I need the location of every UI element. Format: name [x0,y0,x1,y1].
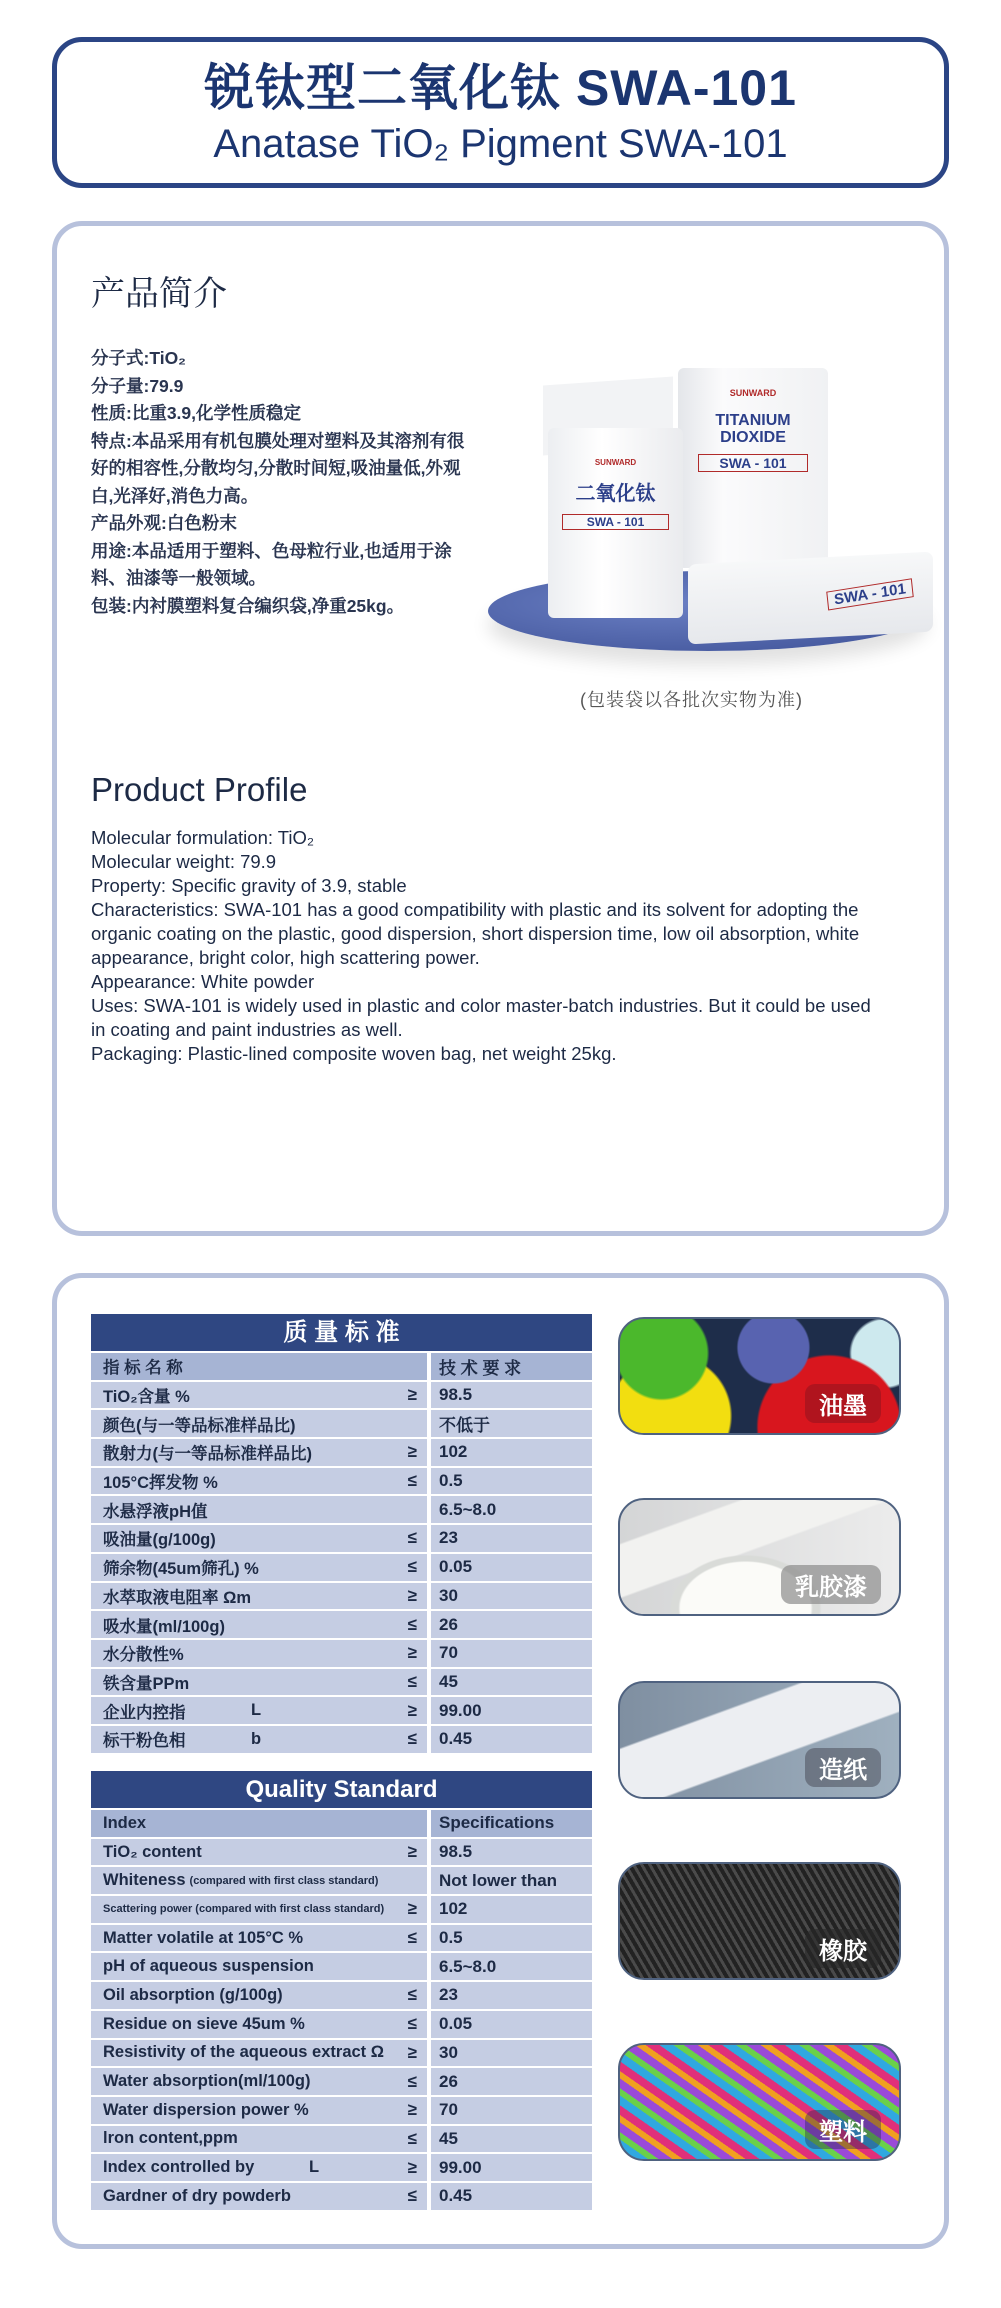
spec-cell: 45 [431,2126,592,2153]
table-row [91,1494,592,1523]
column-header-index: 指 标 名 称 [91,1353,427,1380]
profile-line: Packaging: Plastic-lined composite woven bag, net weight 25kg. [91,1043,617,1064]
product-bags-image [478,346,935,676]
index-name: Residue on sieve 45um % [103,2014,305,2033]
index-cell [91,2011,427,2038]
comparison-symbol: ≥ [407,2157,417,2177]
table-row [91,1951,592,1980]
comparison-symbol: ≤ [407,1985,417,2005]
application-paper-image [618,1681,901,1799]
table-row [91,1894,592,1923]
table-row [91,2066,592,2095]
index-cell [91,1439,427,1466]
comparison-symbol: ≤ [407,2186,417,2206]
application-plastic-image [618,2043,901,2161]
index-cell [91,1382,427,1409]
table-row [91,1923,592,1952]
index-name: 水萃取液电阻率 Ωm [103,1588,251,1607]
index-cell [91,1554,427,1581]
bag-name-en: TITANIUM DIOXIDE [715,412,791,446]
spec-cell: 26 [431,2068,592,2095]
index-name: TiO₂ content [103,1842,202,1861]
table-row [91,1380,592,1409]
index-cell [91,1496,427,1523]
comparison-symbol: ≤ [407,2014,417,2034]
profile-text-en [91,826,881,1066]
application-label: 油墨 [805,1384,881,1423]
index-name: Gardner of dry powderb [103,2186,291,2205]
spec-cell: 0.5 [431,1925,592,1952]
comparison-symbol: ≤ [407,1671,417,1691]
spec-cell: 不低于 [431,1410,592,1437]
index-name: Whiteness [103,1871,186,1890]
index-name: 吸油量(g/100g) [103,1531,216,1550]
index-name: lron content,ppm [103,2129,238,2148]
spec-cell: 23 [431,1982,592,2009]
index-cell [91,1410,427,1437]
index-cell [91,1697,427,1724]
table-header-row [91,1351,592,1380]
spec-cell: 98.5 [431,1382,592,1409]
profile-line: 分子式:TiO₂ [91,348,186,368]
index-cell [91,1611,427,1638]
application-rubber-image [618,1862,901,1980]
comparison-symbol: ≥ [407,2100,417,2120]
index-cell [91,1640,427,1667]
bag-brand: SUNWARD [594,458,637,467]
spec-cell: 0.45 [431,2183,592,2210]
quality-table-cn [91,1314,592,1753]
title-english: Anatase TiO₂ Pigment SWA-101 [213,122,788,166]
index-cell [91,1953,427,1980]
bag-grade: SWA - 101 [698,454,808,472]
comparison-symbol: ≥ [407,1643,417,1663]
table-row [91,1408,592,1437]
index-cell [91,1583,427,1610]
spec-cell: 45 [431,1669,592,1696]
table-row [91,1865,592,1894]
index-name: 水分散性% [103,1646,184,1665]
comparison-symbol: ≥ [407,1700,417,1720]
column-header-spec: 技 术 要 求 [431,1353,592,1380]
spec-cell: 99.00 [431,1697,592,1724]
table-title: Quality Standard [91,1771,592,1808]
profile-text-cn [91,345,481,620]
table-row [91,2124,592,2153]
index-name: Index controlled by [103,2158,255,2177]
index-cell [91,1896,427,1923]
index-name: 标干粉色相 [103,1732,186,1751]
comparison-symbol: ≥ [407,1899,417,1919]
table-row [91,2095,592,2124]
index-name: 筛余物(45um筛孔) % [103,1560,259,1579]
comparison-symbol: ≥ [407,1585,417,1605]
index-note: Scattering power (compared with first class standard) [103,1903,385,1916]
table-row [91,1724,592,1753]
profile-line: Molecular weight: 79.9 [91,851,277,872]
application-latex-paint-image [618,1498,901,1616]
profile-line: Characteristics: SWA-101 has a good compatibility with plastic and its solvent for adopting the organic coating on the plastic, good dispersion, short dispersion time, low oil absorption, white appearance, bright color, high scattering power. [91,899,860,968]
index-name: Water dispersion power % [103,2100,309,2119]
index-name: TiO₂含量 % [103,1388,190,1407]
index-cell [91,2097,427,2124]
comparison-symbol: ≤ [407,1471,417,1491]
spec-cell: 102 [431,1439,592,1466]
index-name: 105°C挥发物 % [103,1474,218,1493]
application-label: 乳胶漆 [781,1565,881,1604]
table-row [91,1581,592,1610]
profile-line: 用途:本品适用于塑料、色母粒行业,也适用于涂料、油漆等一般领域。 [91,540,452,588]
index-cell [91,1982,427,2009]
index-cell [91,1726,427,1753]
profile-line: 特点:本品采用有机包膜处理对塑料及其溶剂有很好的相容性,分散均匀,分散时间短,吸油量低,外观白,光泽好,消色力高。 [91,430,465,506]
bag-grade: SWA - 101 [826,578,913,610]
spec-cell: 30 [431,1583,592,1610]
index-cell [91,1669,427,1696]
spec-cell: 99.00 [431,2154,592,2181]
spec-cell: 70 [431,1640,592,1667]
spec-cell: 6.5~8.0 [431,1953,592,1980]
profile-line: 分子量:79.9 [91,375,184,396]
table-row [91,2038,592,2067]
profile-line: 性质:比重3.9,化学性质稳定 [91,403,302,423]
bag-front [548,428,683,618]
spec-cell: 26 [431,1611,592,1638]
comparison-symbol: ≤ [407,1614,417,1634]
spec-cell: 0.05 [431,1554,592,1581]
comparison-symbol: ≤ [407,1729,417,1749]
spec-cell: 102 [431,1896,592,1923]
index-name: Oil absorption (g/100g) [103,1985,283,2004]
spec-cell: 6.5~8.0 [431,1496,592,1523]
application-ink-image [618,1317,901,1435]
comparison-symbol: ≥ [407,2042,417,2062]
application-label: 塑料 [805,2110,881,2149]
index-cell [91,1925,427,1952]
index-sub: L [251,1701,262,1720]
table-row [91,2152,592,2181]
table-title: 质 量 标 准 [91,1314,592,1351]
spec-cell: 23 [431,1525,592,1552]
index-cell [91,1839,427,1866]
comparison-symbol: ≤ [407,2128,417,2148]
table-row [91,1695,592,1724]
table-row [91,1609,592,1638]
profile-line: Uses: SWA-101 is widely used in plastic and color master-batch industries. But it could be used in coating and paint industries as well. [91,995,871,1040]
index-cell [91,1468,427,1495]
index-name: 散射力(与一等品标准样品比) [103,1445,312,1464]
table-row [91,1523,592,1552]
spec-cell: 0.45 [431,1726,592,1753]
profile-heading-en: Product Profile [91,771,308,808]
table-row [91,1638,592,1667]
index-name: Water absorption(ml/100g) [103,2072,311,2091]
index-name: Matter volatile at 105°C % [103,1928,304,1947]
bag-name-cn: 二氧化钛 [575,483,656,505]
spec-cell: 0.05 [431,2011,592,2038]
table-row [91,1667,592,1696]
spec-cell: 0.5 [431,1468,592,1495]
comparison-symbol: ≤ [407,2071,417,2091]
image-caption: (包装袋以各批次实物为准) [580,690,803,710]
index-cell [91,1867,427,1894]
column-header-index: Index [91,1810,427,1837]
index-cell [91,2126,427,2153]
title-chinese: 锐钛型二氧化钛 SWA-101 [204,60,797,116]
index-name: Resistivity of the aqueous extract Ω [103,2043,384,2062]
quality-table-en [91,1771,592,2210]
index-sub: L [309,2158,320,2177]
table-row [91,2181,592,2210]
index-sub: b [251,1729,262,1748]
table-row [91,1837,592,1866]
profile-heading-cn: 产品简介 [91,275,227,313]
index-cell [91,2154,427,2181]
index-note: (compared with first class standard) [189,1874,379,1887]
index-cell [91,2183,427,2210]
spec-cell: 70 [431,2097,592,2124]
bag-lying [688,552,933,645]
table-row [91,1980,592,2009]
bag-standing [678,368,828,568]
table-row [91,2009,592,2038]
comparison-symbol: ≥ [407,1385,417,1405]
profile-line: Molecular formulation: TiO₂ [91,827,315,848]
spec-cell: 30 [431,2040,592,2067]
table-header-row [91,1808,592,1837]
title-banner [52,37,949,188]
index-name: 水悬浮液pH值 [103,1502,208,1521]
profile-line: Property: Specific gravity of 3.9, stable [91,875,407,896]
bag-grade: SWA - 101 [562,514,669,530]
table-row [91,1466,592,1495]
profile-line: 包装:内衬膜塑料复合编织袋,净重25kg。 [91,595,405,616]
comparison-symbol: ≤ [407,1528,417,1548]
comparison-symbol: ≥ [407,1442,417,1462]
comparison-symbol: ≤ [407,1557,417,1577]
table-row [91,1552,592,1581]
index-cell [91,2040,427,2067]
index-name: 铁含量PPm [103,1674,190,1693]
index-cell [91,1525,427,1552]
table-row [91,1437,592,1466]
profile-line: Appearance: White powder [91,971,315,992]
spec-cell: Not lower than [431,1867,592,1894]
index-name: 颜色(与一等品标准样品比) [103,1416,296,1435]
comparison-symbol: ≤ [407,1928,417,1948]
comparison-symbol: ≥ [407,1842,417,1862]
spec-cell: 98.5 [431,1839,592,1866]
index-name: pH of aqueous suspension [103,1957,314,1976]
index-cell [91,2068,427,2095]
column-header-spec: Specifications [431,1810,592,1837]
application-label: 橡胶 [805,1929,881,1968]
application-label: 造纸 [805,1748,881,1787]
index-name: 吸水量(ml/100g) [103,1617,225,1636]
bag-brand: SUNWARD [729,388,777,398]
index-name: 企业内控指 [103,1703,186,1722]
profile-line: 产品外观:白色粉末 [91,513,237,533]
